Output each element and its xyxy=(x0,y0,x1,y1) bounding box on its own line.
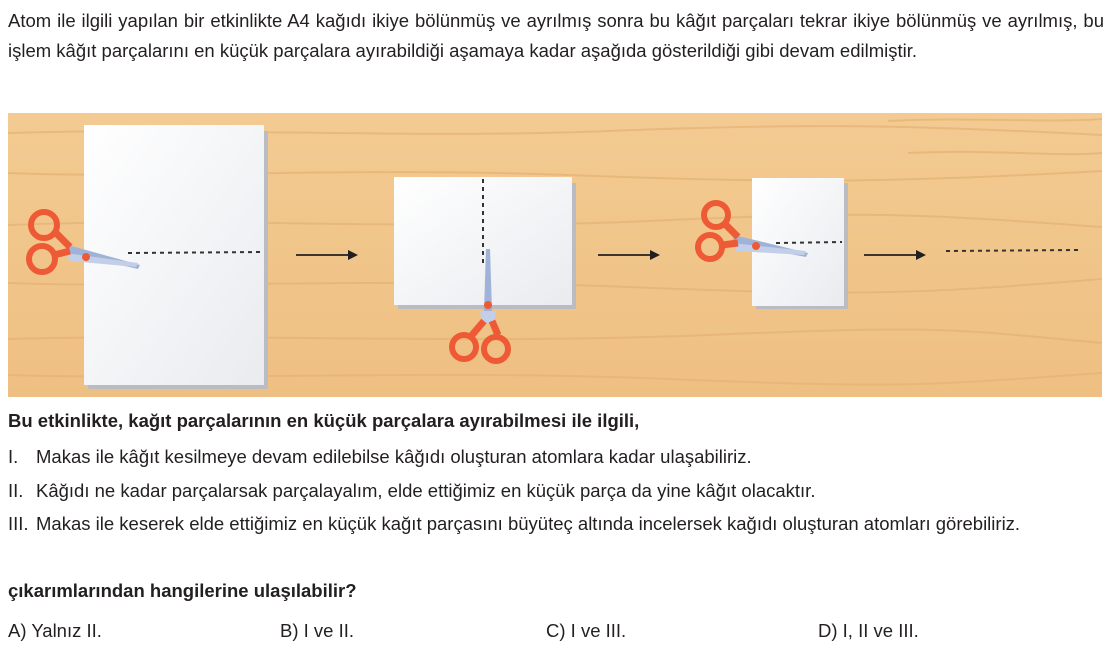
statement-number: II. xyxy=(8,480,24,501)
question-lead: Bu etkinlikte, kağıt parçalarının en küçük parçalara ayırabilmesi ile ilgili, xyxy=(8,410,640,431)
statement-1 xyxy=(8,446,1104,468)
option-label: D) xyxy=(818,620,838,641)
statement-text: Makas ile kâğıt kesilmeye devam edilebilse kâğıdı oluşturan atomlara kadar ulaşabiliriz. xyxy=(36,446,752,467)
option-label: A) xyxy=(8,620,27,641)
statement-2 xyxy=(8,480,1104,502)
option-c[interactable] xyxy=(546,620,626,642)
option-b[interactable] xyxy=(280,620,354,642)
option-text: I ve II. xyxy=(303,620,355,641)
option-label: C) xyxy=(546,620,566,641)
continuation-dots xyxy=(946,250,1078,251)
option-a[interactable] xyxy=(8,620,102,642)
activity-illustration xyxy=(8,113,1102,397)
statement-number: III. xyxy=(8,513,29,534)
cut-line xyxy=(776,242,842,243)
option-text: I ve III. xyxy=(570,620,627,641)
option-label: B) xyxy=(280,620,299,641)
statement-number: I. xyxy=(8,446,19,467)
statement-3 xyxy=(8,508,1104,540)
question-tail: çıkarımlarından hangilerine ulaşılabilir? xyxy=(8,580,357,601)
a4-paper xyxy=(84,125,268,389)
option-text: Yalnız II. xyxy=(31,620,102,641)
intro-paragraph: Atom ile ilgili yapılan bir etkinlikte A4 kağıdı ikiye bölünmüş ve ayrılmış sonra bu kâğıt parçaları tekrar ikiye bölünmüş ve ayrılmış, bu işlem kâğıt parçalarını en küçük parçalara ayırabildiği aşamaya kadar aşağıda gösterildiği gibi devam edilmiştir. xyxy=(8,10,1104,61)
statement-text: Kâğıdı ne kadar parçalarsak parçalayalım, elde ettiğimiz en küçük parça da yine kâğıt olacaktır. xyxy=(36,480,816,501)
statement-text: Makas ile keserek elde ettiğimiz en küçük kağıt parçasını büyüteç altında incelersek kağıdı oluşturan atomları görebiliriz. xyxy=(36,513,1021,534)
option-d[interactable] xyxy=(818,620,919,642)
option-text: I, II ve III. xyxy=(842,620,919,641)
